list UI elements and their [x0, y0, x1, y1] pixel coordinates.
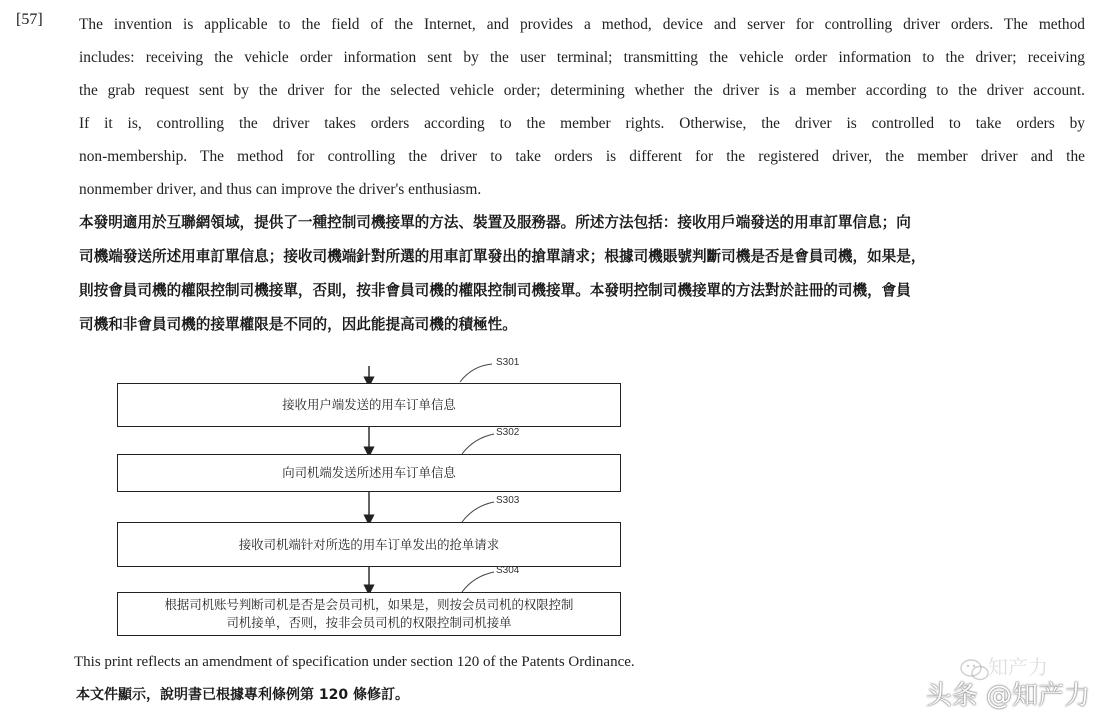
flow-step-text: 根据司机账号判断司机是否是会员司机，如果是，则按会员司机的权限控制司机接单，否则，按非会员司机的权限控制司机接单: [164, 597, 574, 630]
flow-step-s304: [117, 592, 621, 636]
abstract-chinese-line: 司機和非會員司機的接單權限是不同的，因此能提高司機的積極性。: [79, 316, 517, 333]
amendment-notice-chinese: 本文件顯示，說明書已根據專利條例第 120 條修訂。: [76, 687, 409, 703]
watermark-faint: 知产力: [988, 655, 1048, 679]
flow-step-s301: [117, 383, 621, 427]
abstract-chinese-line: 司機端發送所述用車訂單信息；接收司機端針對所選的用車訂單發出的搶單請求；根據司機賬號判斷司機是否是會員司機，如果是，: [79, 248, 926, 265]
watermark-text: 头条 @知产力: [925, 681, 1090, 711]
flow-step-s302: [117, 454, 621, 492]
step-label-s302: S302: [496, 427, 520, 438]
flow-step-s303: [117, 522, 621, 567]
leader-s304: [462, 572, 494, 592]
amendment-notice-english: This print reflects an amendment of specification under section 120 of the Patents Ordinance.: [74, 654, 635, 670]
flow-step-text: 接收司机端针对所选的用车订单发出的抢单请求: [238, 536, 500, 552]
flow-step-text: 向司机端发送所述用车订单信息: [282, 465, 456, 480]
abstract-english-line: includes: receiving the vehicle order information sent by the user terminal; transmitting the vehicle order information to the driver; receiving: [79, 49, 1085, 66]
abstract-english-line: If it is, controlling the driver takes orders according to the member rights. Otherwise, the driver is controlled to take orders by: [79, 115, 1085, 132]
watermark: [926, 675, 1090, 712]
abstract-english-line: non-membership. The method for controlling the driver to take orders is different for the registered driver, the member driver and the: [79, 148, 1085, 165]
abstract-english-line: nonmember driver, and thus can improve the driver's enthusiasm.: [79, 181, 482, 198]
leader-s301: [460, 364, 492, 382]
abstract-chinese-line: 則按會員司機的權限控制司機接單，否則，按非會員司機的權限控制司機接單。本發明控制司機接單的方法對於註冊的司機，會員: [79, 282, 911, 299]
leader-s303: [462, 502, 494, 522]
abstract-english-line: The invention is applicable to the field of the Internet, and provides a method, device and server for controlling driver orders. The method: [79, 16, 1085, 33]
step-label-s301: S301: [496, 357, 520, 368]
step-label-s304: S304: [496, 565, 520, 576]
abstract-english-line: the grab request sent by the driver for the selected vehicle order; determining whether the driver is a member according to the driver account.: [79, 82, 1085, 99]
leader-s302: [462, 434, 494, 454]
flow-step-text: 接收用户端发送的用车订单信息: [282, 397, 456, 412]
abstract-code: [57]: [16, 11, 43, 28]
abstract-chinese-line: 本發明適用於互聯網領域，提供了一種控制司機接單的方法、裝置及服務器。所述方法包括：接收用戶端發送的用車訂單信息；向: [79, 214, 911, 231]
step-label-s303: S303: [496, 495, 520, 506]
